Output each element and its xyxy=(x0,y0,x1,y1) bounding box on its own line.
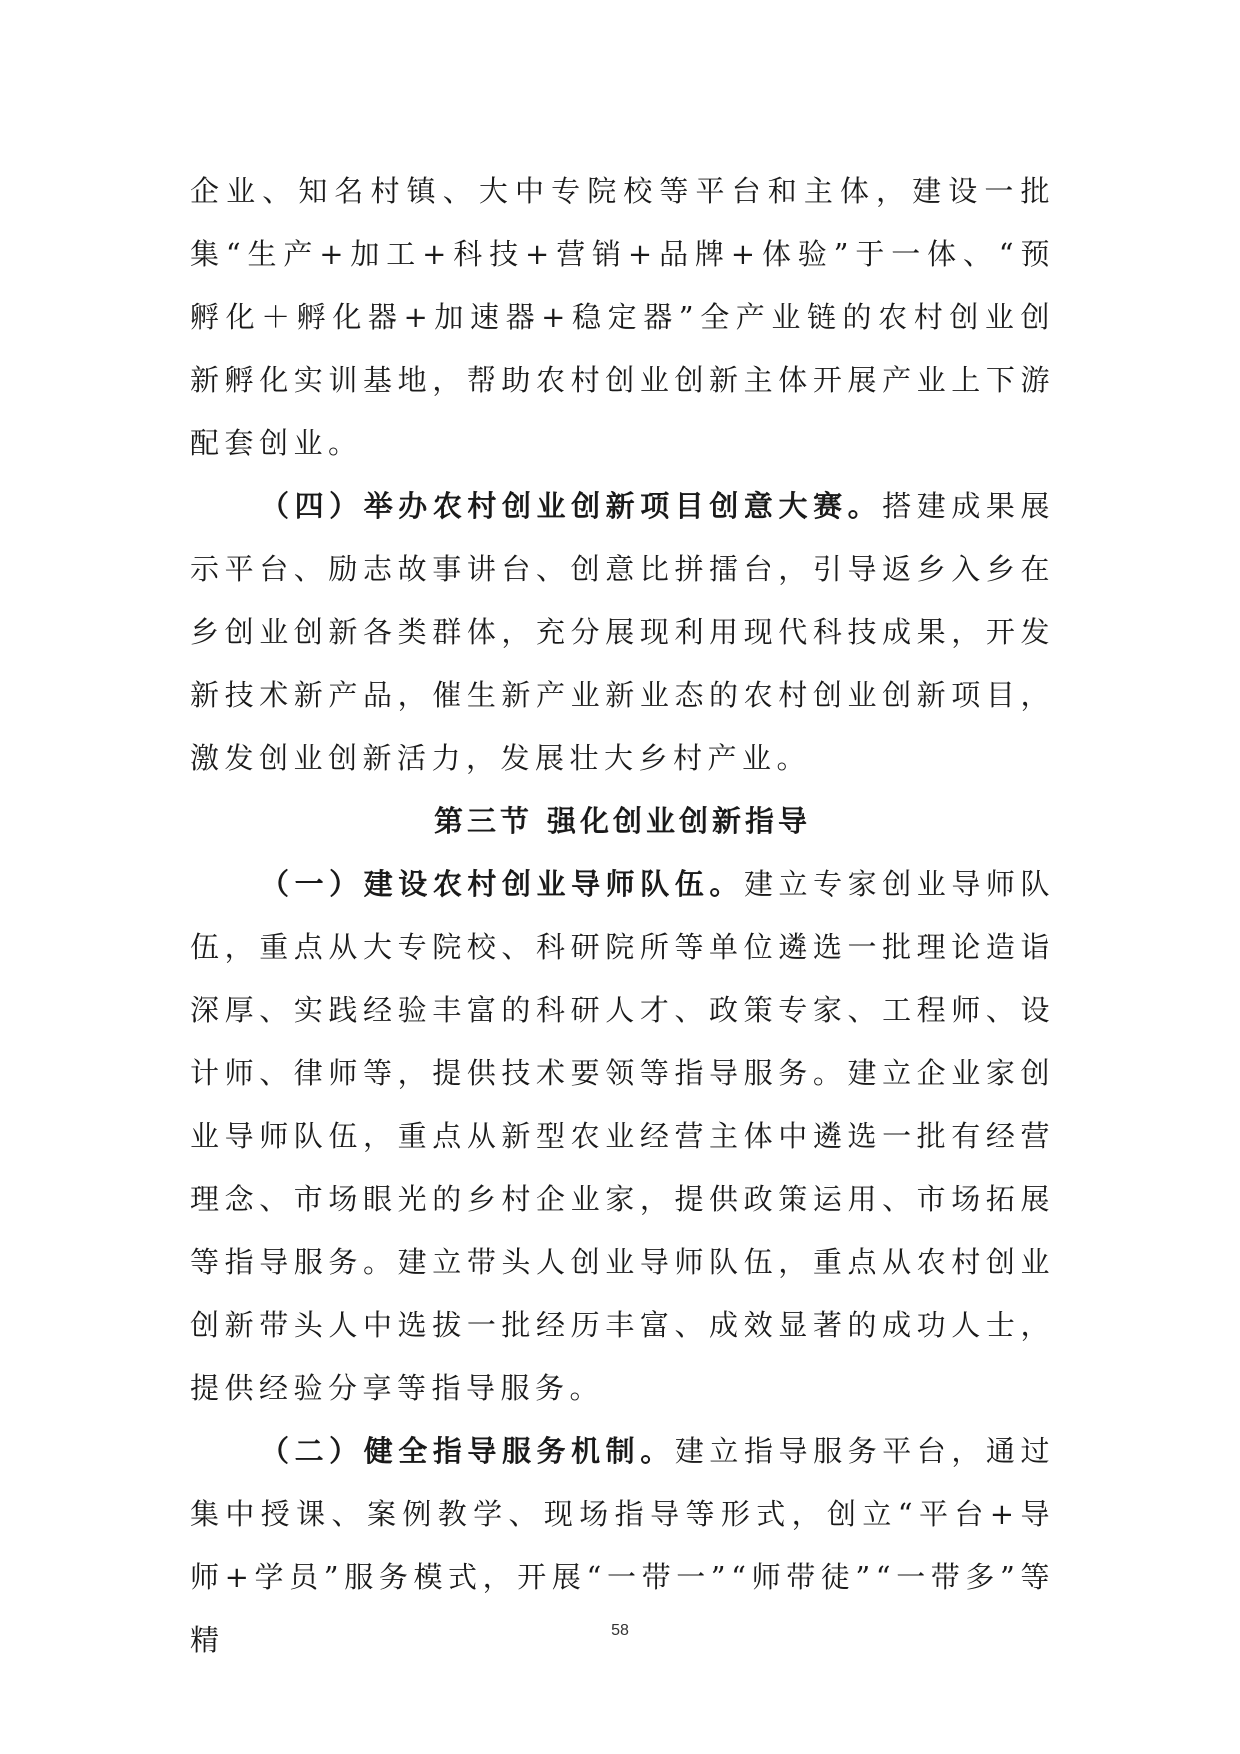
paragraph-bold-lead: （一）建设农村创业导师队伍。 xyxy=(260,867,744,901)
section-heading: 第三节 强化创业创新指导 xyxy=(433,804,812,838)
paragraph-continuation xyxy=(190,160,1055,475)
paragraph-bold-lead: （二）健全指导服务机制。 xyxy=(260,1434,675,1468)
paragraph-text: 建立专家创业导师队伍，重点从大专院校、科研院所等单位遴选一批理论造诣深厚、实践经验丰富的科研人才、政策专家、工程师、设计师、律师等，提供技术要领等指导服务。建立企业家创业导师队伍，重点从新型农业经营主体中遴选一批有经营理念、市场眼光的乡村企业家，提供政策运用、市场拓展等指导服务。建立带头人创业导师队伍，重点从农村创业创新带头人中选拔一批经历丰富、成效显著的成功人士，提供经验分享等指导服务。 xyxy=(190,867,1055,1405)
paragraph-bold-lead: （四）举办农村创业创新项目创意大赛。 xyxy=(260,489,883,523)
paragraph-item-four xyxy=(190,475,1055,790)
paragraph-item-one xyxy=(190,853,1055,1420)
paragraph-text: 企业、知名村镇、大中专院校等平台和主体，建设一批集“生产+加工+科技+营销+品牌+体验”于一体、“预孵化＋孵化器+加速器+稳定器”全产业链的农村创业创新孵化实训基地，帮助农村创业创新主体开展产业上下游配套创业。 xyxy=(190,174,1055,460)
paragraph-text: 搭建成果展示平台、励志故事讲台、创意比拼擂台，引导返乡入乡在乡创业创新各类群体，充分展现利用现代科技成果，开发新技术新产品，催生新产业新业态的农村创业创新项目，激发创业创新活力，发展壮大乡村产业。 xyxy=(190,489,1055,775)
page-number: 58 xyxy=(611,1622,629,1639)
body-text xyxy=(190,160,1055,1672)
paragraph-text: 建立指导服务平台，通过集中授课、案例教学、现场指导等形式，创立“平台+导师+学员”服务模式，开展“一带一”“师带徒”“一带多”等精 xyxy=(190,1434,1055,1657)
